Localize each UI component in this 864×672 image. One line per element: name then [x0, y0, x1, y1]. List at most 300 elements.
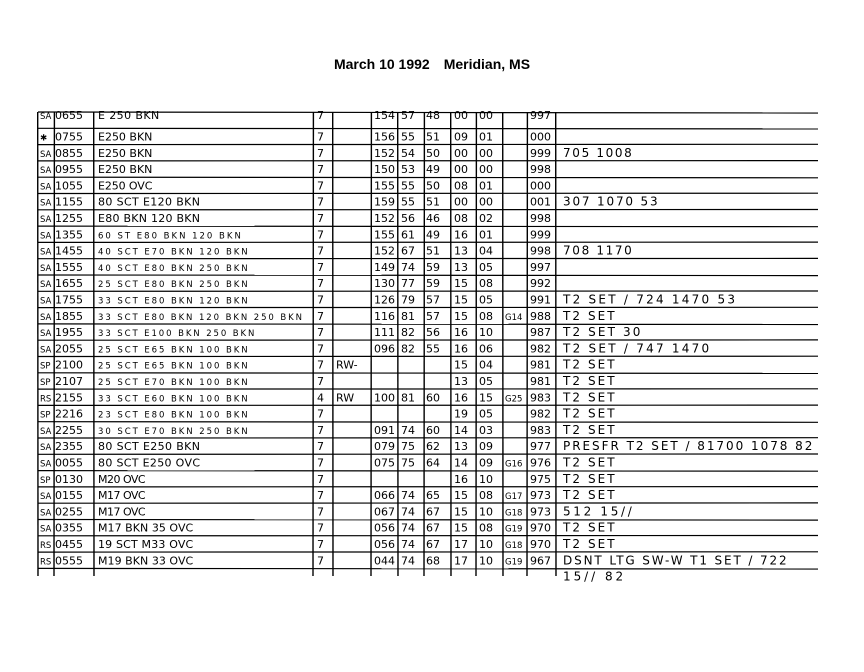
cell-alt: 992: [530, 277, 551, 291]
cell-time: 0130: [55, 472, 83, 486]
cell-wspd: 05: [479, 407, 493, 421]
cell-gust: G14: [505, 312, 523, 323]
cell-wdir: 00: [454, 163, 468, 177]
cell-time: 1855: [55, 309, 83, 323]
cell-time: 2355: [55, 440, 83, 454]
cell-alt: 977: [530, 440, 551, 454]
cell-vis: 7: [317, 260, 324, 274]
cell-slp: 066: [374, 489, 395, 503]
cell-alt: 983: [530, 391, 551, 405]
cell-slp: 156: [374, 130, 395, 144]
cell-type: SP: [40, 361, 51, 372]
log-cells: [40, 109, 812, 583]
cell-dewpt: 67: [426, 505, 440, 519]
cell-wdir: 08: [454, 179, 468, 193]
cell-sky: 60 ST E80 BKN 120 BKN: [98, 231, 241, 242]
cell-vis: 7: [317, 326, 324, 340]
cell-wspd: 09: [479, 440, 493, 454]
cell-wdir: 14: [454, 456, 468, 470]
cell-dewpt: 46: [426, 212, 440, 225]
cell-dewpt: 60: [426, 423, 440, 437]
cell-temp: 75: [401, 456, 415, 470]
cell-temp: 74: [401, 423, 415, 437]
cell-alt: 997: [530, 260, 551, 274]
cell-temp: 82: [401, 326, 415, 340]
cell-temp: 61: [401, 228, 415, 242]
row-divider: [38, 226, 818, 227]
cell-dewpt: 56: [426, 326, 440, 340]
cell-sky: 33 SCT E80 BKN 120 BKN: [98, 296, 248, 307]
cell-sky: M20 OVC: [98, 472, 146, 486]
cell-dewpt: 67: [426, 521, 440, 535]
cell-wspd: 10: [479, 538, 493, 551]
cell-sky: 80 SCT E250 OVC: [98, 456, 200, 470]
cell-time: 2216: [55, 407, 83, 421]
cell-slp: 152: [374, 146, 395, 160]
cell-wdir: 00: [454, 109, 468, 123]
cell-slp: 152: [374, 212, 395, 225]
cell-wdir: 00: [454, 195, 468, 209]
cell-wspd: 08: [479, 309, 493, 323]
cell-vis: 7: [317, 538, 324, 551]
cell-wspd: 04: [479, 358, 493, 372]
cell-time: 2055: [55, 342, 83, 356]
cell-wdir: 16: [454, 342, 468, 356]
cell-temp: 55: [401, 195, 415, 209]
cell-alt: 998: [530, 212, 551, 225]
cell-temp: 56: [401, 212, 415, 225]
cell-dewpt: 67: [426, 538, 440, 551]
cell-alt: 967: [530, 554, 551, 568]
cell-alt: 998: [530, 244, 551, 258]
cell-remarks: T2 SET: [563, 520, 615, 535]
row-divider: [38, 177, 818, 178]
cell-dewpt: 65: [426, 489, 440, 503]
cell-temp: 55: [401, 179, 415, 193]
cell-wspd: 05: [479, 293, 493, 307]
cell-dewpt: 50: [426, 146, 440, 160]
cell-alt: 987: [530, 326, 551, 340]
cell-alt: 973: [530, 489, 551, 503]
cell-sky: E250 BKN: [98, 130, 153, 144]
cell-temp: 55: [401, 130, 415, 144]
cell-alt: 999: [530, 146, 551, 160]
cell-wspd: 05: [479, 375, 493, 388]
cell-time: 0655: [55, 109, 83, 123]
cell-vis: 7: [317, 407, 324, 421]
cell-gust: G19: [505, 557, 523, 568]
cell-type: SA: [40, 215, 52, 225]
cell-vis: 7: [317, 277, 324, 291]
cell-sky: 25 SCT E65 BKN 100 BKN: [98, 361, 248, 372]
cell-vis: 7: [317, 505, 324, 519]
cell-slp: 126: [374, 293, 395, 307]
cell-time: 2255: [55, 423, 83, 437]
cell-wspd: 10: [479, 472, 493, 486]
cell-type: SA: [40, 280, 52, 291]
cell-dewpt: 50: [426, 179, 440, 193]
cell-dewpt: 49: [426, 163, 440, 177]
cell-slp: 079: [374, 440, 395, 454]
cell-remarks: PRESFR T2 SET / 81700 1078 82: [563, 439, 813, 454]
cell-remarks: 705 1008: [563, 145, 632, 160]
cell-remarks: 512 15//: [563, 504, 632, 519]
cell-time: 1755: [55, 293, 83, 307]
cell-type: SA: [40, 329, 52, 340]
cell-time: 1155: [55, 195, 83, 209]
cell-type: SA: [40, 166, 52, 177]
cell-wspd: 01: [479, 179, 493, 193]
cell-time: 1455: [55, 244, 83, 258]
cell-wdir: 15: [454, 505, 468, 519]
cell-vis: 7: [317, 179, 324, 193]
cell-type: SA: [40, 508, 52, 519]
cell-vis: 7: [317, 521, 324, 535]
cell-type: SA: [40, 247, 52, 258]
cell-remarks: T2 SET: [563, 390, 615, 405]
cell-temp: 79: [401, 293, 415, 307]
row-divider: [38, 128, 818, 129]
cell-slp: 116: [374, 309, 395, 323]
row-divider: [38, 520, 818, 521]
cell-dewpt: 48: [426, 109, 440, 123]
cell-temp: 81: [401, 391, 415, 405]
cell-wspd: 08: [479, 277, 493, 291]
cell-vis: 7: [317, 195, 324, 209]
cell-slp: 150: [374, 163, 395, 177]
cell-type: SA: [40, 312, 52, 323]
cell-sky: 80 SCT E120 BKN: [98, 195, 200, 209]
cell-wdir: 16: [454, 472, 468, 486]
cell-alt: 999: [530, 228, 551, 242]
cell-remarks: T2 SET 30: [563, 325, 641, 340]
cell-temp: 77: [401, 277, 415, 291]
cell-dewpt: 57: [426, 293, 440, 307]
cell-alt: 000: [530, 179, 551, 193]
cell-sky: 33 SCT E80 BKN 120 BKN 250 BKN: [98, 312, 302, 323]
cell-vis: 7: [317, 146, 324, 160]
cell-dewpt: 51: [426, 130, 440, 144]
cell-remarks: 307 1070 53: [563, 194, 658, 209]
cell-wdir: 16: [454, 326, 468, 340]
cell-alt: 970: [530, 521, 551, 535]
cell-remarks: T2 SET / 747 1470: [563, 341, 710, 356]
title-location: Meridian, MS: [443, 56, 531, 72]
cell-sky: E250 BKN: [98, 146, 153, 160]
cell-temp: 74: [401, 521, 415, 535]
cell-time: 0055: [55, 456, 83, 470]
cell-vis: 7: [317, 489, 324, 503]
cell-wspd: 15: [479, 391, 493, 405]
cell-sky: E80 BKN 120 BKN: [98, 212, 200, 225]
cell-sky: M17 BKN 35 OVC: [98, 521, 194, 535]
cell-dewpt: 55: [426, 342, 440, 356]
cell-wspd: 01: [479, 130, 493, 144]
cell-type: SA: [40, 149, 52, 160]
cell-alt: 982: [530, 407, 551, 421]
cell-type: RS: [40, 541, 52, 551]
cell-remarks: T2 SET: [563, 357, 615, 372]
cell-type: RS: [40, 557, 52, 568]
cell-vis: 4: [317, 391, 324, 405]
cell-alt: 975: [530, 472, 551, 486]
cell-alt: 991: [530, 293, 551, 307]
cell-slp: 075: [374, 456, 395, 470]
cell-temp: 75: [401, 440, 415, 454]
cell-vis: 7: [317, 109, 324, 123]
cell-dewpt: 51: [426, 195, 440, 209]
cell-wdir: 13: [454, 244, 468, 258]
cell-alt: 988: [530, 309, 551, 323]
cell-time: 2107: [55, 375, 83, 388]
cell-sky: E250 BKN: [98, 163, 153, 177]
cell-slp: 130: [374, 277, 395, 291]
cell-temp: 74: [401, 489, 415, 503]
cell-type: SA: [40, 459, 52, 470]
cell-alt: 982: [530, 342, 551, 356]
cell-remarks: T2 SET: [563, 406, 615, 421]
cell-remarks: T2 SET: [563, 471, 615, 486]
cell-sky: 25 SCT E70 BKN 100 BKN: [98, 378, 248, 388]
cell-wdir: 13: [454, 260, 468, 274]
cell-time: 0155: [55, 489, 83, 503]
cell-wspd: 00: [479, 195, 493, 209]
cell-wspd: 00: [479, 109, 493, 123]
cell-type: SA: [40, 112, 52, 123]
cell-time: 0355: [55, 521, 83, 535]
row-divider: [38, 568, 818, 569]
cell-weather: RW-: [336, 358, 358, 372]
cell-wdir: 15: [454, 277, 468, 291]
cell-sky: M19 BKN 33 OVC: [98, 554, 194, 568]
cell-vis: 7: [317, 130, 324, 144]
cell-remarks: 708 1170: [563, 243, 632, 258]
cell-alt: 970: [530, 538, 551, 551]
cell-type: SA: [40, 231, 52, 242]
cell-type: SP: [40, 378, 51, 388]
cell-gust: G18: [505, 541, 523, 551]
cell-dewpt: 49: [426, 228, 440, 242]
cell-vis: 7: [317, 228, 324, 242]
cell-weather: RW: [336, 391, 355, 405]
cell-wdir: 16: [454, 228, 468, 242]
cell-vis: 7: [317, 440, 324, 454]
cell-temp: 74: [401, 260, 415, 274]
cell-type: SA: [40, 182, 52, 193]
cell-slp: 154: [374, 109, 395, 123]
cell-sky: E 250 BKN: [98, 109, 160, 123]
cell-wspd: 00: [479, 146, 493, 160]
cell-wspd: 05: [479, 260, 493, 274]
cell-slp: 067: [374, 505, 395, 519]
cell-alt: 001: [530, 195, 551, 209]
cell-sky: 40 SCT E80 BKN 250 BKN: [98, 263, 248, 274]
row-divider: [38, 471, 818, 472]
cell-remarks: T2 SET: [563, 374, 615, 388]
cell-remarks: 15// 82: [563, 569, 624, 584]
cell-gust: G19: [505, 524, 523, 535]
cell-time: 0755: [55, 130, 83, 144]
cell-wdir: 15: [454, 521, 468, 535]
cell-vis: 7: [317, 554, 324, 568]
cell-type: SA: [40, 426, 52, 437]
cell-dewpt: 57: [426, 309, 440, 323]
cell-temp: 74: [401, 505, 415, 519]
cell-wdir: 00: [454, 146, 468, 160]
cell-time: 1555: [55, 260, 83, 274]
cell-wspd: 01: [479, 228, 493, 242]
cell-wspd: 06: [479, 342, 493, 356]
cell-temp: 81: [401, 309, 415, 323]
cell-remarks: T2 SET: [563, 422, 615, 437]
cell-temp: 82: [401, 342, 415, 356]
cell-slp: 111: [374, 326, 395, 340]
cell-wdir: 19: [454, 407, 468, 421]
cell-wdir: 15: [454, 293, 468, 307]
title-date: March 10 1992: [333, 56, 430, 72]
cell-dewpt: 59: [426, 277, 440, 291]
cell-remarks: DSNT LTG SW-W T1 SET / 722: [563, 553, 787, 568]
cell-vis: 7: [317, 212, 324, 225]
cell-type: SA: [40, 296, 52, 307]
cell-type: SP: [40, 410, 51, 421]
cell-gust: G25: [505, 394, 523, 405]
cell-dewpt: 60: [426, 391, 440, 405]
cell-sky: 40 SCT E70 BKN 120 BKN: [98, 247, 248, 258]
cell-time: 0955: [55, 163, 83, 177]
cell-sky: E250 OVC: [98, 179, 153, 193]
cell-time: 0555: [55, 554, 83, 568]
cell-wspd: 10: [479, 554, 493, 568]
cell-sky: 80 SCT E250 BKN: [98, 440, 200, 454]
cell-wspd: 08: [479, 521, 493, 535]
cell-type: SA: [40, 443, 52, 454]
cell-wspd: 04: [479, 244, 493, 258]
cell-remarks: T2 SET / 724 1470 53: [563, 292, 735, 307]
cell-gust: G17: [505, 492, 523, 503]
cell-vis: 7: [317, 456, 324, 470]
cell-alt: 000: [530, 130, 551, 144]
cell-dewpt: 59: [426, 260, 440, 274]
cell-remarks: T2 SET: [563, 308, 615, 323]
cell-gust: G16: [505, 459, 523, 470]
cell-dewpt: 68: [426, 554, 440, 568]
cell-wdir: 17: [454, 538, 468, 551]
cell-wdir: 13: [454, 375, 468, 388]
cell-slp: 056: [374, 538, 395, 551]
cell-slp: 096: [374, 342, 395, 356]
cell-sky: 23 SCT E80 BKN 100 BKN: [98, 410, 248, 421]
cell-type: RS: [40, 394, 52, 405]
cell-time: 2155: [55, 391, 83, 405]
cell-temp: 53: [401, 163, 415, 177]
cell-sky: 19 SCT M33 OVC: [98, 538, 194, 551]
cell-type: ✱: [40, 133, 48, 144]
cell-time: 1655: [55, 277, 83, 291]
cell-wdir: 08: [454, 212, 468, 225]
cell-slp: 056: [374, 521, 395, 535]
cell-temp: 57: [401, 109, 415, 123]
cell-vis: 7: [317, 423, 324, 437]
cell-alt: 973: [530, 505, 551, 519]
cell-wspd: 00: [479, 163, 493, 177]
cell-alt: 998: [530, 163, 551, 177]
cell-sky: M17 OVC: [98, 505, 146, 519]
row-divider: [38, 275, 818, 276]
cell-vis: 7: [317, 375, 324, 388]
cell-temp: 74: [401, 538, 415, 551]
cell-vis: 7: [317, 358, 324, 372]
cell-vis: 7: [317, 293, 324, 307]
cell-wspd: 10: [479, 505, 493, 519]
cell-vis: 7: [317, 472, 324, 486]
cell-dewpt: 62: [426, 440, 440, 454]
cell-type: SA: [40, 345, 52, 356]
cell-time: 1255: [55, 212, 83, 225]
cell-vis: 7: [317, 342, 324, 356]
cell-slp: 155: [374, 228, 395, 242]
cell-time: 1355: [55, 228, 83, 242]
cell-time: 1055: [55, 179, 83, 193]
cell-slp: 149: [374, 260, 395, 274]
cell-time: 0455: [55, 538, 83, 551]
cell-sky: 30 SCT E70 BKN 250 BKN: [98, 426, 248, 437]
cell-alt: 976: [530, 456, 551, 470]
cell-remarks: T2 SET: [563, 488, 615, 503]
cell-slp: 100: [374, 391, 395, 405]
cell-dewpt: 51: [426, 244, 440, 258]
cell-time: 0855: [55, 146, 83, 160]
cell-slp: 155: [374, 179, 395, 193]
cell-wdir: 17: [454, 554, 468, 568]
cell-type: SA: [40, 524, 52, 535]
cell-wspd: 10: [479, 326, 493, 340]
cell-sky: M17 OVC: [98, 489, 146, 503]
cell-vis: 7: [317, 244, 324, 258]
cell-remarks: T2 SET: [563, 455, 615, 470]
cell-alt: 981: [530, 358, 551, 372]
row-divider: [38, 373, 818, 374]
row-divider: [38, 422, 818, 423]
cell-slp: 044: [374, 554, 395, 568]
cell-type: SA: [40, 198, 52, 209]
cell-temp: 54: [401, 146, 415, 160]
cell-gust: G18: [505, 508, 523, 519]
cell-slp: 152: [374, 244, 395, 258]
cell-time: 2100: [55, 358, 83, 372]
cell-wspd: 08: [479, 489, 493, 503]
cell-vis: 7: [317, 309, 324, 323]
cell-time: 0255: [55, 505, 83, 519]
cell-time: 1955: [55, 326, 83, 340]
cell-wdir: 09: [454, 130, 468, 144]
row-divider: [38, 324, 818, 325]
cell-type: SA: [40, 263, 52, 274]
cell-temp: 67: [401, 244, 415, 258]
cell-remarks: T2 SET: [563, 537, 615, 551]
cell-slp: 159: [374, 195, 395, 209]
cell-sky: 33 SCT E60 BKN 100 BKN: [98, 394, 248, 405]
cell-wdir: 15: [454, 489, 468, 503]
cell-vis: 7: [317, 163, 324, 177]
cell-wdir: 14: [454, 423, 468, 437]
cell-wdir: 15: [454, 309, 468, 323]
cell-wspd: 03: [479, 423, 493, 437]
cell-alt: 997: [530, 109, 551, 123]
cell-wspd: 02: [479, 212, 493, 225]
cell-alt: 983: [530, 423, 551, 437]
cell-wdir: 16: [454, 391, 468, 405]
